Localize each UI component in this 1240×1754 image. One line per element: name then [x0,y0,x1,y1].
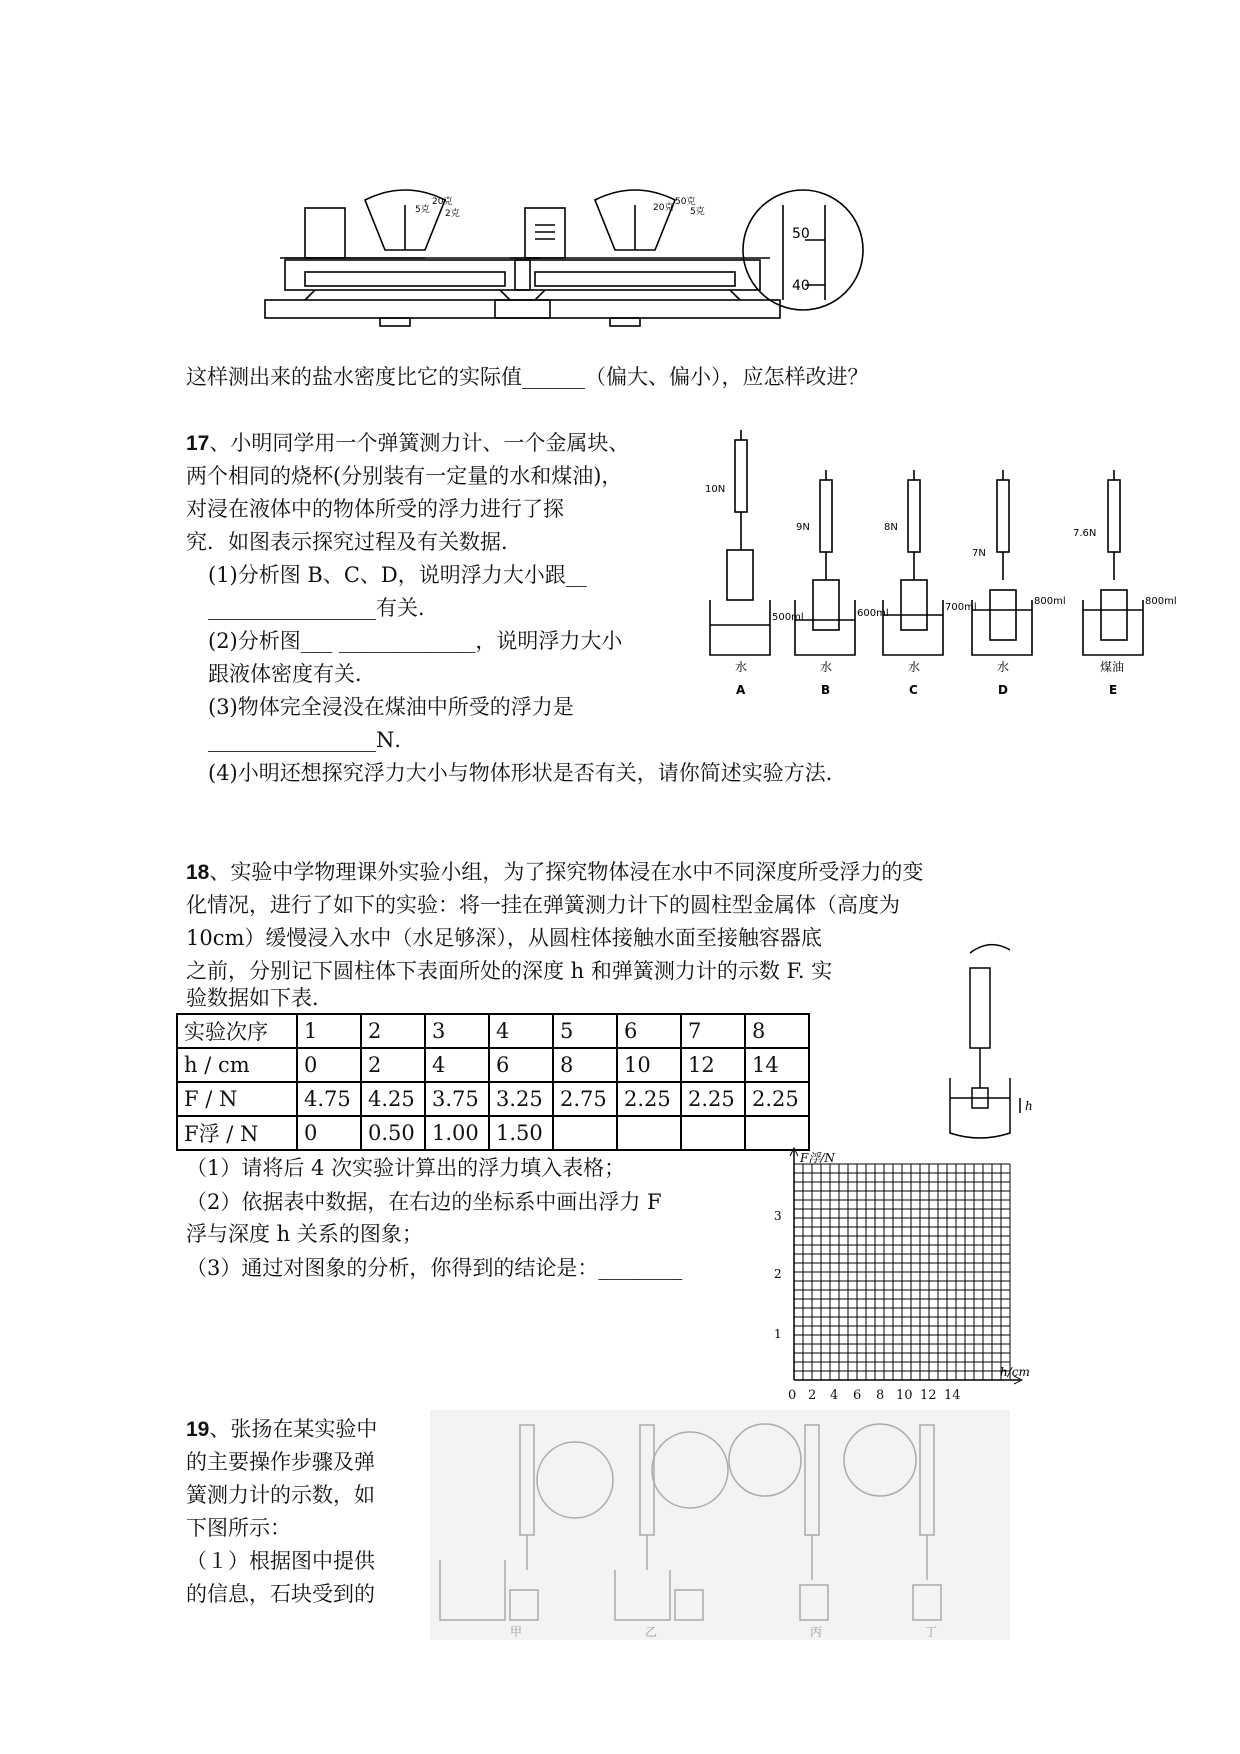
graph-x-tick: 10 [896,1388,913,1403]
q18-item-1: （1）请将后 4 次实验计算出的浮力填入表格； [186,1156,626,1180]
graph-x-ticks [788,1388,1038,1408]
table-cell: 1.00 [425,1116,489,1150]
graph-y-tick: 3 [774,1209,782,1223]
scale-reading: 7N [972,548,986,559]
liquid-label: 煤油 [1100,660,1125,674]
graph-x-tick: 0 [788,1388,797,1403]
q19-intro-line-4: 下图所示： [186,1516,291,1540]
table-cell: 8 [553,1048,617,1082]
q17-item-3: (3)物体完全浸没在煤油中所受的浮力是 [208,695,574,719]
q17-item-3-cont: ________________N． [208,728,416,752]
graph-x-tick: 6 [853,1388,862,1403]
graph-x-tick: 8 [876,1388,885,1403]
weight-label: 20克 [432,197,453,207]
q17-item-4: (4)小明还想探究浮力大小与物体形状是否有关，请你简述实验方法． [208,761,847,785]
q17-intro-line-3: 对浸在液体中的物体所受的浮力进行了探 [186,497,564,521]
question-number: 17 [186,432,210,455]
table-cell: 4.75 [297,1082,361,1116]
q18-intro-line-2: 化情况，进行了如下的实验：将一挂在弹簧测力计下的圆柱型金属体（高度为 [186,893,900,917]
weight-label: 50克 [675,197,696,207]
graph-x-tick: 2 [808,1388,817,1403]
table-cell: 5 [553,1014,617,1048]
table-cell: 4.25 [361,1082,425,1116]
q19-apparatus-figure [430,1410,1010,1640]
table-cell: 2.25 [745,1082,809,1116]
q19-intro-line-5: （１）根据图中提供 [186,1549,375,1573]
liquid-label: 水 [735,660,748,674]
q18-intro-line-3: 10cm）缓慢浸入水中（水足够深），从圆柱体接触水面至接触容器底 [186,926,822,950]
scale-reading: 7.6N [1073,528,1097,539]
row-label: F / N [177,1082,297,1116]
q17-intro-line-2: 两个相同的烧杯(分别装有一定量的水和煤油)， [186,464,623,488]
question-number: 18 [186,861,210,884]
figure-label: 丁 [925,1625,938,1639]
table-cell: 7 [681,1014,745,1048]
table-cell: 10 [617,1048,681,1082]
q18-item-2-cont: 浮与深度 h 关系的图象； [186,1222,423,1246]
depth-label: h [1025,1099,1033,1113]
volume-label: 800ml [1145,596,1177,607]
q18-apparatus [940,938,1040,1138]
graph-y-tick: 2 [774,1267,782,1281]
q17-intro-line-4: 究．如图表示探究过程及有关数据． [186,530,522,554]
table-cell[interactable] [745,1116,809,1150]
question-number: 19 [186,1418,210,1441]
q18-intro-line-1 [186,858,923,887]
table-cell: 6 [489,1048,553,1082]
q17-item-1: (1)分析图 B、C、D，说明浮力大小跟__ [208,563,587,587]
table-cell: 0.50 [361,1116,425,1150]
table-cell: 0 [297,1116,361,1150]
table-cell: 6 [617,1014,681,1048]
graph-y-tick: 1 [774,1327,782,1341]
weight-label: 20克 [653,203,674,213]
q19-figure [430,1410,1010,1640]
balance-figure [265,180,965,370]
table-cell: 2 [361,1048,425,1082]
table-cell: 0 [297,1048,361,1082]
figure-label: A [736,683,746,697]
q17-item-2-cont: 跟液体密度有关． [208,662,376,686]
table-cell: 12 [681,1048,745,1082]
figure-label: D [998,683,1008,697]
volume-label: 500ml [772,612,804,623]
scale-reading: 8N [884,522,898,533]
table-cell: 4 [489,1014,553,1048]
table-cell[interactable] [553,1116,617,1150]
q18-item-2: （2）依据表中数据，在右边的坐标系中画出浮力 F [186,1190,662,1214]
table-cell: 14 [745,1048,809,1082]
table-cell: 2.25 [681,1082,745,1116]
table-cell: 2 [361,1014,425,1048]
spring-scale-apparatus [940,938,1040,1138]
table-cell[interactable] [617,1116,681,1150]
q18-intro-text: 、实验中学物理课外实验小组，为了探究物体浸在水中不同深度所受浮力的变 [209,860,924,884]
q17-item-1-cont: ________________有关． [208,596,439,620]
experiment-data-table [176,1013,810,1151]
q16-question-tail: 这样测出来的盐水密度比它的实际值______（偏大、偏小），应怎样改进？ [186,365,869,389]
figure-label: B [821,683,831,697]
cylinder-mark: 50 [792,226,810,242]
graph-x-label: h/cm [1000,1365,1030,1379]
q19-intro-line-1 [186,1415,377,1444]
q17-intro-text: 、小明同学用一个弹簧测力计、一个金属块、 [209,431,630,455]
q17-item-2: (2)分析图___ _____________，说明浮力大小 [208,629,623,653]
table-cell: 1 [297,1014,361,1048]
spring-scale-figure-group [700,420,1190,700]
buoyancy-graph [774,1148,1040,1398]
q18-graph [774,1148,1040,1398]
table-cell: 3 [425,1014,489,1048]
figure-label: E [1109,683,1118,697]
cylinder-mark: 40 [792,278,810,294]
graph-y-label: F浮/N [800,1151,835,1165]
q18-item-3: （3）通过对图象的分析，你得到的结论是：________ [186,1256,683,1280]
table-row [177,1048,809,1082]
table-row [177,1116,809,1150]
liquid-label: 水 [820,660,833,674]
q18-intro-line-4: 之前，分别记下圆柱体下表面所处的深度 h 和弹簧测力计的示数 F. 实 [186,959,833,983]
graph-x-tick: 4 [830,1388,839,1403]
q19-intro-line-3: 簧测力计的示数，如 [186,1483,375,1507]
row-label: F浮 / N [177,1116,297,1150]
table-cell: 2.75 [553,1082,617,1116]
scale-reading: 9N [796,522,810,533]
liquid-label: 水 [908,660,921,674]
volume-label: 700ml [945,602,977,613]
row-label: h / cm [177,1048,297,1082]
row-label: 实验次序 [177,1014,297,1048]
table-cell[interactable] [681,1116,745,1150]
q19-intro-line-2: 的主要操作步骤及弹 [186,1450,375,1474]
volume-label: 600ml [857,608,889,619]
weight-label: 5克 [690,207,705,217]
table-cell: 8 [745,1014,809,1048]
graph-x-tick: 14 [944,1388,961,1403]
figure-label: 甲 [510,1625,523,1639]
graph-x-tick: 12 [920,1388,937,1403]
weight-label: 5克 [415,205,430,215]
table-row [177,1082,809,1116]
balance-figure-group [265,180,965,370]
table-cell: 1.50 [489,1116,553,1150]
q18-intro-line-5: 验数据如下表． [186,986,333,1010]
weight-label: 2克 [445,209,460,219]
figure-label: 丙 [810,1625,823,1639]
q19-intro-line-6: 的信息，石块受到的 [186,1582,375,1606]
spring-scale-figure [700,420,1190,700]
q19-intro-text: 、张扬在某实验中 [209,1417,378,1441]
table-cell: 3.25 [489,1082,553,1116]
figure-label: 乙 [645,1625,658,1639]
liquid-label: 水 [997,660,1010,674]
table-cell: 3.75 [425,1082,489,1116]
table-cell: 2.25 [617,1082,681,1116]
table-cell: 4 [425,1048,489,1082]
q17-intro-line-1 [186,429,629,458]
scale-reading: 10N [705,484,726,495]
volume-label: 800ml [1034,596,1066,607]
table-row [177,1014,809,1048]
figure-label: C [909,683,918,697]
